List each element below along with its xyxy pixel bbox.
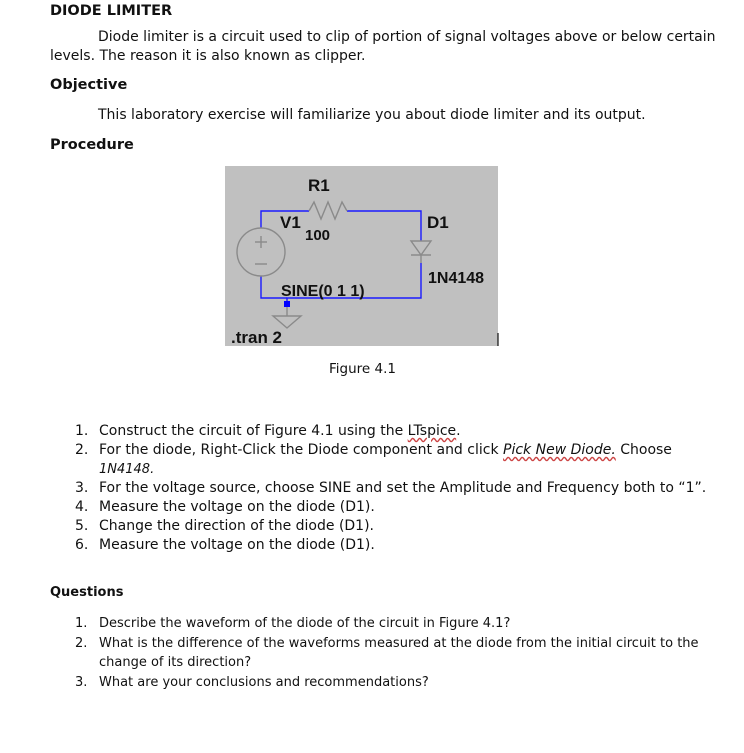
label-diode-model: 1N4148 xyxy=(428,270,485,287)
page-title: DIODE LIMITER xyxy=(50,3,173,19)
label-source: SINE(0 1 1) xyxy=(281,283,365,300)
question-2-cont: change of its direction? xyxy=(99,655,252,670)
pick-new-diode-text: Pick New Diode. xyxy=(503,442,616,458)
label-d1: D1 xyxy=(427,213,449,232)
figure-caption: Figure 4.1 xyxy=(329,361,396,377)
question-3: 3. What are your conclusions and recommendations? xyxy=(75,674,429,690)
procedure-step-4: 4. Measure the voltage on the diode (D1). xyxy=(75,499,375,515)
ground-node xyxy=(284,301,290,307)
question-list xyxy=(75,614,699,692)
intro-line-2: levels. The reason it is also known as clipper. xyxy=(50,48,366,64)
questions-heading: Questions xyxy=(50,585,124,600)
schematic-background xyxy=(225,166,498,346)
question-1: 1. Describe the waveform of the diode of the circuit in Figure 4.1? xyxy=(75,616,511,631)
procedure-steps xyxy=(75,422,706,555)
procedure-step-6: 6. Measure the voltage on the diode (D1). xyxy=(75,537,375,553)
question-2: 2. What is the difference of the waveforms measured at the diode from the initial circuit to the xyxy=(75,635,699,651)
label-v1: V1 xyxy=(280,213,301,232)
procedure-heading: Procedure xyxy=(50,137,134,153)
procedure-step-3: 3. For the voltage source, choose SINE and set the Amplitude and Frequency both to “1”. xyxy=(75,480,707,496)
procedure-step-5: 5. Change the direction of the diode (D1). xyxy=(75,518,375,534)
ltspice-link[interactable]: LTspice xyxy=(407,423,457,439)
procedure-step-2: 2. For the diode, Right-Click the Diode component and click Pick New Diode. Choose xyxy=(75,442,672,458)
objective-text: This laboratory exercise will familiarize you about diode limiter and its output. xyxy=(98,107,646,123)
intro-line-1: Diode limiter is a circuit used to clip of portion of signal voltages above or below certain xyxy=(98,29,716,45)
circuit-schematic xyxy=(225,166,500,348)
label-r-value: 100 xyxy=(305,227,331,244)
procedure-step-1: 1. Construct the circuit of Figure 4.1 using the LTspice. xyxy=(75,423,461,439)
objective-heading: Objective xyxy=(50,77,128,93)
label-r1: R1 xyxy=(308,176,330,195)
label-tran: .tran 2 xyxy=(231,328,283,347)
procedure-step-2-cont: 1N4148. xyxy=(99,462,155,477)
